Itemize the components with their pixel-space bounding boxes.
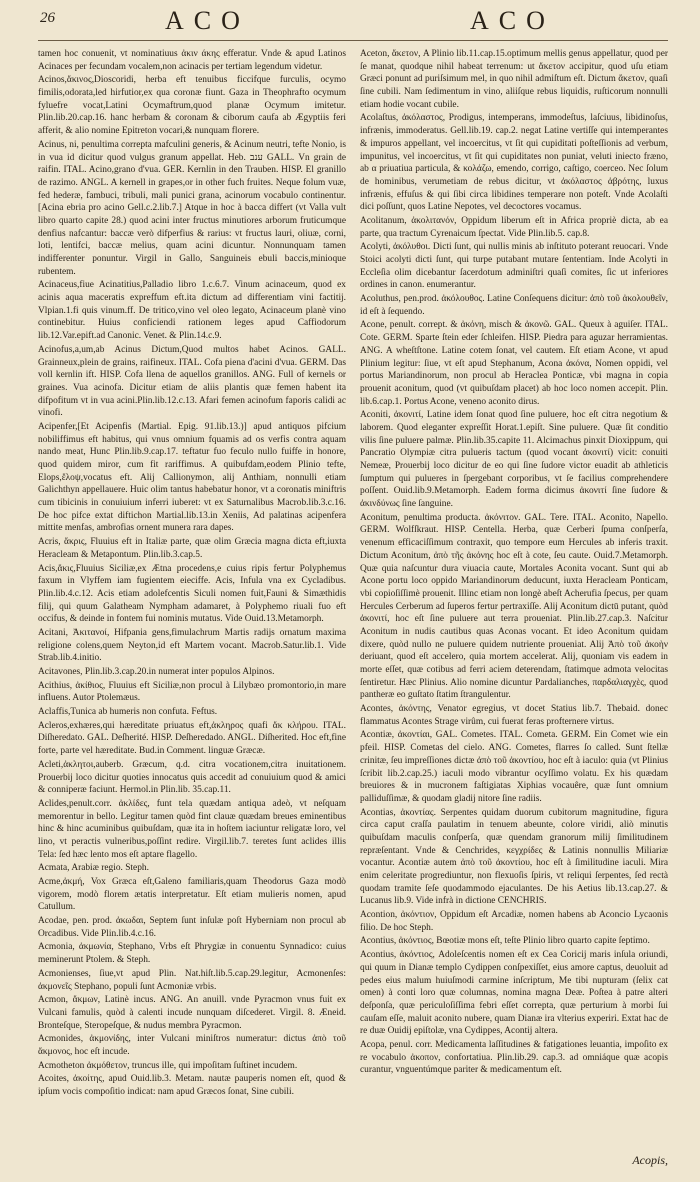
entry: Acmata, Arabiæ regio. Steph.: [38, 863, 149, 874]
entry: Aconitum, penultima producta. ἀκόνιτον. GAL. Tere. ITAL. Aconito, Napello. GERM. Wolfſkraut. HISP. Centella. Herba, quæ Cerberi ſpuma conſperſa, venenum efficaciſſimum contraxit, quo tempore eum Hercules ab inferis traxit. Dictum Aconitum, ἀπὸ τῆς ἀκόνης hoc eſt à cote, ſeu caute. Ouid.7.Metamorph. Quæ quia naſcuntur dura viuacia caute, Mortales Aconita vocant. Sunt qui ab Acone portu loco oppido Mariandinorum deducunt, iuxta Heracleam Ponticam, vbi copioſiſſimè prouenit. Illinc etiam non longè abeſt Acherufia ſpecus, per quam Hercules Cerberum ad ſuperos fertur pertraxiſſe. Alij Aconitum dictū putant, quòd ἀκονιτί, hoc eſt ſine puluere aut terra proueniat. Plin.lib.27.cap.3. Naſcitur Aconitum in nudis cautibus quas Aconas vocant. Et ideo Aconitum quidam dixere, quòd nullo ne puluere quidem nutriente proueniat. Alij Ἀπὸ τοῦ ἀκοὴν deriuant, quod eſt accelero, quia mortem accelerat. Alij, quoniam vis eadem in morte eſſet, quæ cotibus ad ferri aciem deterendam, ſtatimque admota velocitas ſentiretur. Hæc Plinius. Alio nomine dicuntur Pardalianches, παρδαλιαγχὲς, quod pantheræ eo guſtato ſtatim ſtrangulentur.: [360, 512, 668, 701]
entry: Acontiæ, ἀκοντίαι, GAL. Cometes. ITAL. Cometa. GERM. Ein Comet wie ein pfeil. HISP. Cometas del cielo. ANG. Cometes, flarres ſo called. Sunt ſtellæ crinitæ, ſeu impreſſiones dictæ ἀπὸ τοῦ ἀκοντίου, hoc eſt à iaculo: quia (vt Plinius ſcribit lib.2.cap.25.) iaculi modo vibrantur ocyſſimo volatu. Ex his quædam breuiores & in mucronem faſtigiatas Xiphias vocauêre, quæ ſunt omnium palliduſſimæ, & quodam gladij nitore ſine radiis.: [360, 730, 668, 804]
right-column: [360, 48, 668, 1078]
entry: Aconiti, ἀκονιτί, Latine idem ſonat quod ſine puluere, hoc eſt citra negotium & laborem. Quod eleganter expreſſit Horat.1.epiſt. Sine puluere. Quæ ſit conditio vilis ſine puluere palmæ. Plin.lib.35.capite 11. Alcimachus pinxit Dioxippum, qui Pancratio Olympiæ citra pulueris tactum (quod vocant ἀκονιτί) vicit: conuiti Nemeæ, Prouerbij loco dicitur de eo qui ſine ſudore victor euadit ab athleticis ſumptum qui pulueres in ſpergebant corporibus, vt ſe facilius comprehendere poſſent. Ouid.lib.9.Metamorph. Eadem forma dicimus ἀκονιτί ſine ſudore & ἀκινδύνως ſine ſanguine.: [360, 410, 668, 510]
entry: Acipenfer,[Et Acipenfis (Martial. Epig. 91.lib.13.)] apud antiquos pifcium nobiliffimus eft habitus, qui vnus omnium fquamis ad os verfis contra aquam nando meat, Hunc Plin.lib.9.cap.17. teftatur fuo feculo nullo fuiffe in honore, quod quidem miror, cum fit rariffimus. A quibufdam,eodem Plinio tefte, Elops,ἔλοψ,vocatus eft. Alij Callionymon, alij Anthiam, nonnulli etiam Galichthyn appellauere. Huic olim tantus habebatur honor, vt a coronatis miniftris cum tibicinis in conuiuium inferri iuberet: vt ex Saturnalibus Macrob.lib.3.c.16. De hoc pifce extat diftichon Martial.lib.13.in Xeniis, Ad palatinas acipenfera mittite menfas, ambrofias ornent munera rara dapes.: [38, 421, 346, 534]
entry: Acoluthus, pen.prod. ἀκόλουθος. Latine Conſequens dicitur: ἀπὸ τοῦ ἀκολουθεῖν, id eſt à ſequendo.: [360, 294, 668, 317]
entry: Acmotheton ἀκμόθετον, truncus ille, qui impoſitam ſuſtinet incudem.: [38, 1060, 298, 1071]
catchword: Acopis,: [632, 1153, 668, 1167]
left-column: [38, 48, 346, 1100]
entry: Aclaffis,Tunica ab humeris non confuta. Feftus.: [38, 707, 218, 718]
entry: Acmon, ἄκμων, Latinè incus. ANG. An anuill. vnde Pyracmon vnus fuit ex Vulcani famulis, quòd à calenti incude nunquam diſcederet. Virgil. 8. Æneid. Bronteſque, Steropeſque, & nudus membra Pyracmon.: [38, 995, 346, 1031]
entry: Acolitanum, ἀκολιτανόν, Oppidum liberum eſt in Africa propriè dicta, ab ea parte, qua tractum Cyrenaicum ſpectat. Vide Plin.lib.5. cap.8.: [360, 215, 668, 239]
entry: Acmonienses, ſiue,vt apud Plin. Nat.hiſt.lib.5.cap.29.legitur, Acmonenſes: ἀκμονεῖς Stephano, populi ſunt Acmoniæ vrbis.: [38, 968, 346, 992]
entry: Acontias, ἀκοντίας. Serpentes quidam duorum cubitorum magnitudine, figura circa caput craſſa paulatim in tenuem abeunte, colore viridi, aliò minutis quibuſdam maculis conſperſa, quæ quendam granorum milij ſimilitudinem repræſentant. Vnde & Cenchrides, κεγχρίδες & Latinis nonnullis Miliariæ vocantur. Acontiæ autem ἀπὸ τοῦ ἀκοντίου, hoc eſt à ſimilitudine iaculi. Mira enim celeritate progrediuntur, non flexuoſis ſpiris, vt reliqui ſerpentes, ſed rectà quodam tramite ſeſe quodammodo ejaculantes. De his Aetius lib.13.cap.27. & Lucanus lib.9. Vide infrà in dictione CENCHRIS.: [360, 807, 668, 907]
entry: Acithius, ἀκίθιος, Fluuius eft Siciliæ,non procul à Lilybæo promontorio,in mare influens. Autor Ptolemæus.: [38, 680, 346, 704]
entry: Acinos,ἄκινος,Dioscoridi, herba eft tenuibus ficcifque furculis, ocymo fimilis,odorata,led hirfutior,ex qua coronæ fiunt. Gaza in Theophrafto ocymum fyluefre vocat,Latini Ocymaftrum,quod planæ Ocymum imitetur. Plin.lib.20.cap.16. hanc herbam & coronam & ciborum caufa ab Ægyptiis feri afferit, & alio nomine Epitreton vocari,& nunquam florere.: [38, 75, 346, 137]
entry: tamen hoc conuenit, vt nominatiuus ἀκιν άκης efferatur. Vnde & apud Latinos Acinaces per fecundam vocalem,non acinacis per tertiam legendum videtur.: [38, 49, 346, 72]
entry: Acone, penult. corrept. & ἀκόνη, misch & ἀκονῶ. GAL. Queux à aguiſer. ITAL. Cote. GERM. Sparte ſtein eder ſchleifen. HISP. Piedra para aguzar herramientas. ANG. A wheſtſtone. Latine cotem ſonat, vel cautem. Eſt etiam Acone, vt apud Plinium legitur: ſiue, vt eſt apud Stephanum, Acona ἀκόνα, Nomen oppidi, vel portus Mariandinorum, non procul ab Heraclea Ponticæ, vbi magna in copia prouenit aconitum, quod (vt quibuſdam placet) ab hoc loco nomen accepit. Plin. lib.6.cap.1. Portus Acone, veneno aconito dirus.: [360, 320, 668, 407]
entry: Acris, ἄκρις, Fluuius eft in Italiæ parte, quæ olim Græcia magna dicta eft,iuxta Heracleam & Metapontum. Plin.lib.3.cap.5.: [38, 537, 346, 560]
entry: Acinus, ni, penultima correpta mafculini generis, & Acinum neutri, tefte Nonio, is in vua id dicitur quod vulgus granum appellat. Heb. ענב GALL. Vn grain de raifin. ITAL. Acino,grano d'vua. GER. Kernlin in den Trauben. HISP. El granillo de razimo. ANGL. A kernell in grapes,or in other fuch fruites. Neque folum vuæ, fed hederæ, fambuci, tribuli, mali punici grana, acinorum vocabulo continentur. [Acina ebria pro acino Gell.c.2.lib.7.] Atque in hoc à bacca differt (vt Valla vult libro quarto capite 28.) quod acini inter fructus minutiores arborum fruticumque denfius nafcantur: baccæ verò difperfius & rarius: vt fructus lauri, oliuæ, corni, loti, lentifci, baccæ melius, quam acini dicuntur. Nonnunquam tamen indifferenter ponuntur. Virgil in Gallo, Sanguineis ebuli baccis,minioque rubentem.: [38, 139, 346, 277]
header-rule: [38, 40, 668, 41]
entry: Acleros,exhæres,qui hæreditate priuatus eft,ἀκληρος quafi ἄκ κλήρου. ITAL. Diſheredato. GAL. Deſherité. HISP. Deſheredado. ANGL. Diſherited. Hoc eft,fine forte, parte vel hæreditate. Bud.in Comment. linguæ Græcæ.: [38, 720, 346, 757]
entry: Acleti,ἀκλητοι,auberb. Græcum, q.d. citra vocationem,citra inuitationem. Prouerbij loco dicitur quoties innocatus quis accedit ad conuiuium quod & amici & conniperæ faciunt. Hermol.in Plin.lib. 35.cap.11.: [38, 759, 346, 796]
running-head-right: ACO: [470, 6, 555, 35]
running-head-left: ACO: [165, 6, 250, 35]
entry: Acontius, ἀκόντιος, Bœotiæ mons eſt, teſte Plinio libro quarto capite ſeptimo.: [360, 936, 650, 947]
entry: Acolaſtus, ἀκόλαστος, Prodigus, intemperans, immodeſtus, laſciuus, libidinoſus, infrænis, immoderatus. Gell.lib.19. cap.2. negat Latine vertiſſe qui intemperantes & impuros appellant, vel incoercitus, vt ſit qui cupiditati poſteſſionis ad verbum, impunitus, vel incoercitus, vt ſit qui cupiditates non puniat, veluti iniecto fræno, ab α priuatiua particula, & κολάζω, emendo, corrigo, caſtigo, coerceo. Nec ſolum de hominibus, verumetiam de rebus dicitur, vt ἀκόλαστος ἁβρότης, luxus infrænis, effuſus & qui ſibi circa libidines temperare non poteſt. Vnde Acolaſti dici poſſunt, quos Latine Nepotes, vel decoctores vocamus.: [360, 113, 668, 213]
entry: Acmonia, ἀκμωνία, Stephano, Vrbs eſt Phrygiæ in conuentu Synnadico: cuius meminerunt Ptolem. & Steph.: [38, 942, 346, 966]
page-number: 26: [40, 10, 55, 26]
entry: Acinaceus,fiue Acinatitius,Palladio libro 1.c.6.7. Vinum acinaceum, quod ex acinis aqua maceratis expreffum eft.ita dictum ad differentiam vini factitij. Vlpian.1.fi quis vinum.ff. De tritico,vino vel oleo legato, Acinaceum planè vino continebitur. Huius conficiendi rationem leges apud Caffiodorum lib.12.Var.epift.ad Canonic. Venet. & Plin.14.c.9.: [38, 280, 346, 342]
entry: Acontion, ἀκόντιον, Oppidum eſt Arcadiæ, nomen habens ab Aconcio Lycaonis filio. De hoc Steph.: [360, 910, 668, 933]
entry: Acoites, ἀκοίτης, apud Ouid.lib.3. Metam. nautæ pauperis nomen eſt, quod & ipſum vocis compoſitio indicat: nam apud Græcos ſonat, Sine cubili.: [38, 1074, 346, 1097]
entry: Acme,ἀκμή, Vox Græca eſt,Galeno familiaris,quam Theodorus Gaza modò vigorem, modò florem ætatis interpretatur. Eſt etiam mulieris nomen, apud Catullum.: [38, 877, 346, 913]
entry: Acinofus,a,um,ab Acinus Dictum,Quod multos habet Acinos. GALL. Grainneux,plein de grains, raifineux. ITAL. Cofa piena d'acini d'vua. GERM. Das voll kernlin ift. HISP. Cofa llena de aquellos granillos. ANG. Full of kernels or graines. Vua acinofa. Dicitur etiam de aliis plantis quæ femen habent ita difpofitum vt in vua acini.Plin.lib.12.c.13. Afari femen acinofum faporis calidi ac vinofi.: [38, 344, 346, 419]
entry: Aceton, ἄκετον, A Plinio lib.11.cap.15.optimum mellis genus appellatur, quod per ſe manat, quodque nihil habeat terrenum: ut ἄκετον accipitur, quod uſu etiam Græci ponunt ad puriſsimum mel, in quo nihil admiſtum eſt. Dictum ἄκετον, quaſi ſine cubili. Nam ſedimentum in vino, aliiſque rebus liquidis, ruſticorum nonnulli etiam hodie vocant cubile.: [360, 49, 668, 110]
entry: Acis,ἄκις,Fluuius Siciliæ,ex Ætna procedens,e cuius ripis fertur Polyphemus faxum in Vlyffem iam fugientem eieciffe. Acis, Infula vna ex Cycladibus. Plin.lib.4.c.12. Acis etiam adolefcentis Siculi nomen fuit,Fauni & Simæthidis filij, qui quum Galatheam Nympham adamaret, à Polyphemo riuali fuo eft occifus, & deinde in fontem fui nominis mutatus. Vide Ouid.13.Metamorph.: [38, 563, 346, 625]
entry: Acmonides, ἀκμονίδης, inter Vulcani miniſtros numeratur: dictus ἀπὸ τοῦ ἄκμονος, hoc eſt incude.: [38, 1034, 346, 1057]
entry: Acitavones, Plin.lib.3.cap.20.in numerat inter populos Alpinos.: [38, 667, 275, 677]
entry: Acopa, penul. corr. Medicamenta laſſitudines & fatigationes leuantia, impoſito ex re vocabulo ἀκοπον, confortatiua. Plin.lib.29. cap.3. ad omniáque quæ acopis curantur, vnguentúmque pariter & medicamentum eſt.: [360, 1039, 668, 1076]
entry: Acontes, ἀκόντης, Venator egregius, vt docet Statius lib.7. Thebaid. donec flammatus Acontes Strage virûm, cui fuerat feras profternere virtus.: [360, 704, 668, 727]
entry: Acontius, ἀκόντιος, Adoleſcentis nomen eſt ex Cea Coricij maris inſula oriundi, qui quum in Dianæ templo Cydippen conſpexiſſet, eius amore captus, deuoluit ad pedes eius malum huiuſmodi carmine inſcriptum, Me tibi nupturam (ſelix cat omen) à conti loro quæ columnas, nomina magna Deæ. Poſtea à patre alteri deſponſa, quæ periculoſiſſima febri eſſet correpta, quæ perturium à morbi ſui cauſam eſſe, maluit aconito nubere, quam Dianæ ira vlterius experiri. Extat hac de re duæ Ouidij epiſtolæ, vna Cydippes, Acontij altera.: [360, 950, 668, 1037]
entry: Acolyti, ἀκόλυθοι. Dicti ſunt, qui nullis minis ab inſtituto poterant reuocari. Vnde Stoici acolyti dicti ſunt, qui turpe putabant mutare ſententiam. Inde Acolyti in Eccleſia olim dicebantur ſacerdotum adminiſtri quaſi comites, ſic ut inferiores ordines in canon. enumerantur.: [360, 242, 668, 291]
entry: Acitani, Ἀκιτανοί, Hifpania gens,fimulachrum Martis radijs ornatum maxima religione colens,quem Neyton,id eft Martem vocant. Macrob.Satur.lib.1. Vide Strab.lib.4.initio.: [38, 627, 346, 664]
entry: Aclides,penult.corr. ἀκλίδες, funt tela quædam antiqua adeò, vt neſquam memorentur in bello. Legitur tamen quòd fint clauæ quædam breues eminentibus hinc & hinc acuminibus quibuſdam, quæ ita in hoſtem iaciuntur religatæ loro, vel lino, vt peractis vulneribus,poſſint redire. Virgil.lib.7. teretes ſunt aclides illis Tela: ſed hæc lento mos eſt aptare flagello.: [38, 798, 346, 860]
entry: Acodae, pen. prod. ἀκωδαι, Septem ſunt inſulæ poſt Hyberniam non procul ab Orcadibus. Vide Plin.lib.4.c.16.: [38, 916, 346, 939]
